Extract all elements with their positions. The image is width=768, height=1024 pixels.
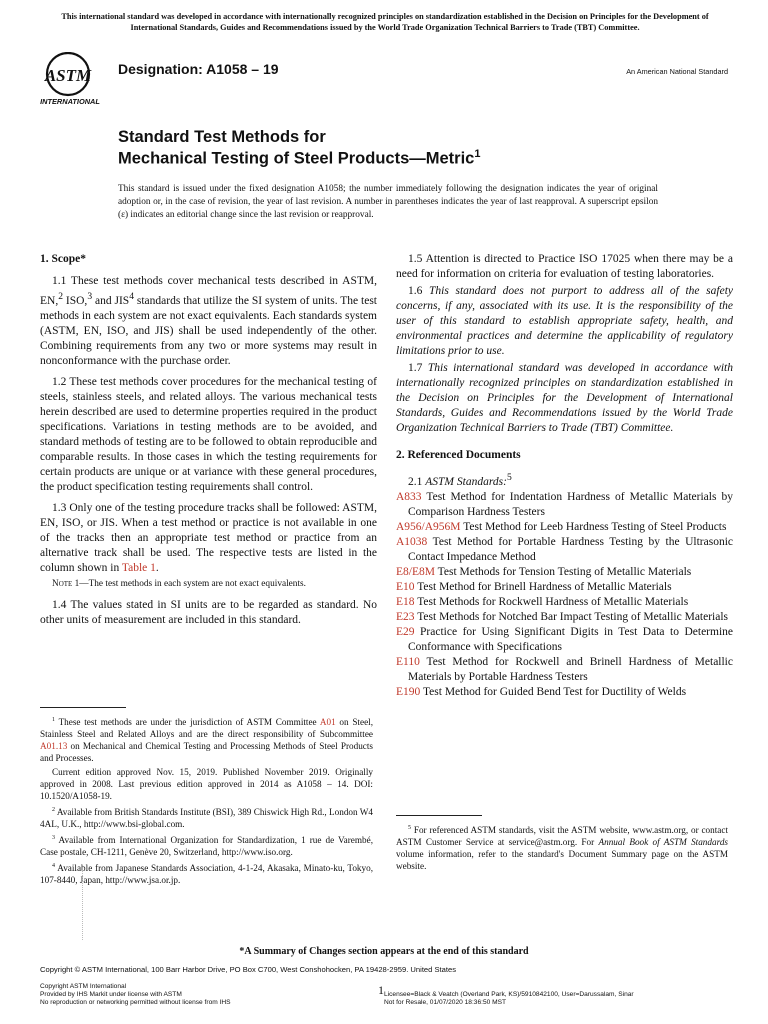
fn3-text: Available from International Organization for Standardization, 1 rue de Varembé, Case postale, CH-1211, Genève 20, Switzerland, http://www.iso.org. <box>40 835 373 858</box>
fn-mark-3: 3 <box>52 835 55 842</box>
reference-item <box>396 655 733 685</box>
footer-license-right <box>384 991 634 1007</box>
reference-title: Test Methods for Tension Testing of Metallic Materials <box>434 565 692 578</box>
issuance-statement: This standard is issued under the fixed designation A1058; the number immediately following the designation indicates the year of original adoption or, in the case of revision, the year of last revision. A number in parentheses indicates the year of last reapproval. A superscript epsilon (ε) indicates an editorial change since the last revision or reapproval. <box>118 184 658 220</box>
reference-item <box>396 610 733 625</box>
reference-title: Test Method for Indentation Hardness of Metallic Materials by Comparison Hardness Testers <box>408 490 733 518</box>
fn-ref-2: 2 <box>58 291 64 302</box>
reference-code-link[interactable]: E29 <box>396 625 415 638</box>
reference-item <box>396 580 733 595</box>
reference-code-link[interactable]: E8/E8M <box>396 565 435 578</box>
title-line-1: Standard Test Methods for <box>118 128 326 146</box>
reference-item <box>396 685 733 700</box>
scope-1-1 <box>40 274 377 369</box>
reference-title: Practice for Using Significant Digits in Test Data to Determine Conformance with Specifications <box>408 625 733 653</box>
scope-1-3-text: 1.3 Only one of the testing procedure tracks shall be followed: ASTM, EN, ISO, or JIS. When a test method or practice is not available in one of the tracks then an appropriate test method or practice from an alternative track shall be used. The respective tests are listed in the column shown in <box>40 501 377 574</box>
scope-1-7 <box>396 361 733 436</box>
footer-left-line-3: No reproduction or networking permitted without license from IHS <box>40 999 231 1006</box>
scope-1-6 <box>396 284 733 359</box>
scope-1-6-num: 1.6 <box>408 285 430 297</box>
reference-code-link[interactable]: E23 <box>396 610 415 623</box>
reference-item <box>396 595 733 610</box>
page-number: 1 <box>378 983 384 997</box>
scope-1-1-c: and JIS <box>92 294 130 307</box>
fn5-text-italic: Annual Book of ASTM Standards <box>598 837 728 848</box>
scope-1-1-d: standards that utilize the SI system of units. The test methods in each system are not exact equivalents. Each standards system (ASTM, EN, ISO, and JIS) shall be used independently of the other. Combining requirements from any two or more systems may result in nonconformance with the purchase order. <box>40 294 377 367</box>
summary-of-changes-note: *A Summary of Changes section appears at the end of this standard <box>239 946 529 957</box>
fn-mark-1: 1 <box>52 717 55 723</box>
reference-title: Test Methods for Rockwell Hardness of Metallic Materials <box>414 595 689 608</box>
footnote-3 <box>40 832 373 858</box>
sub-num: 2.1 <box>408 475 426 488</box>
reference-title: Test Method for Guided Bend Test for Ductility of Welds <box>420 685 687 698</box>
title-line-2 <box>118 148 480 169</box>
reference-list <box>396 490 733 700</box>
fn2-text: Available from British Standards Institute (BSI), 389 Chiswick High Rd., London W4 4AL, U.K., http://www.bsi-global.com. <box>40 807 374 830</box>
fn5-text-b: volume information, refer to the standard's Document Summary page on the ASTM website. <box>396 849 728 872</box>
fn-mark-5: 5 <box>408 825 411 831</box>
reference-item <box>396 520 733 535</box>
footnote-4 <box>40 860 373 886</box>
footer-right-line-1: Licensee=Black & Veatch (Overland Park, KS)/5910842100, User=Darussalam, Sinar <box>384 991 634 998</box>
reference-code-link[interactable]: E10 <box>396 580 415 593</box>
footnote-2 <box>40 804 373 830</box>
scope-1-4: 1.4 The values stated in SI units are to be regarded as standard. No other units of measurement are included in this standard. <box>40 598 377 626</box>
footnote-edition: Current edition approved Nov. 15, 2019. Published November 2019. Originally approved in 2008. Last previous edition approved in 2014 as A1058 – 14. DOI: 10.1520/A1058-19. <box>40 767 373 802</box>
title-main: Mechanical Testing of Steel Products—Metric <box>118 149 475 168</box>
reference-title: Test Method for Brinell Hardness of Metallic Materials <box>414 580 672 593</box>
footnote-5 <box>396 822 728 872</box>
fn-ref-3: 3 <box>87 291 93 302</box>
footer-left-line-2: Provided by IHS Markit under license with ASTM <box>40 991 182 998</box>
scope-1-3 <box>40 501 377 576</box>
fn4-text: Available from Japanese Standards Association, 4-1-24, Akasaka, Minato-ku, Tokyo, 107-8440, Japan, http://www.jsa.or.jp. <box>40 863 373 886</box>
fn1-text-b: on Steel, Stainless Steel and Related Alloys and are the direct responsibility of Subcommittee <box>40 717 373 740</box>
copyright-line: Copyright © ASTM International, 100 Barr Harbor Drive, PO Box C700, West Conshohocken, PA 19428-2959. United States <box>40 965 457 974</box>
committee-a01-link[interactable]: A01 <box>319 717 336 728</box>
note-text: 1—The test methods in each system are not exact equivalents. <box>72 578 306 589</box>
margin-dots <box>82 870 85 940</box>
american-national-standard: An American National Standard <box>626 67 728 76</box>
referenced-heading: 2. Referenced Documents <box>396 449 521 461</box>
note-label: Note <box>52 578 73 589</box>
title-footnote-ref: 1 <box>474 148 481 160</box>
reference-code-link[interactable]: E18 <box>396 595 415 608</box>
left-column <box>40 252 377 634</box>
scope-heading: 1. Scope* <box>40 253 86 265</box>
reference-code-link[interactable]: E110 <box>396 655 420 668</box>
logo-subtext: INTERNATIONAL <box>40 97 100 106</box>
astm-standards-subheading <box>396 470 733 490</box>
reference-code-link[interactable]: E190 <box>396 685 421 698</box>
reference-title: Test Method for Rockwell and Brinell Hardness of Metallic Materials by Portable Hardness Testers <box>408 655 733 683</box>
footnote-rule-right <box>396 815 482 816</box>
fn-mark-2: 2 <box>52 807 55 814</box>
reference-item <box>396 565 733 580</box>
fn1-text-c: on Mechanical and Chemical Testing and Processing Methods of Steel Products and Processes. <box>40 741 373 764</box>
scope-1-2: 1.2 These test methods cover procedures for the mechanical testing of steels, stainless steels, and related alloys. The various mechanical tests herein described are used to determine properties required in the product specifications. Variations in testing methods are to be avoided, and standard methods of testing are to be followed to obtain reproducible and comparable results. In those cases in which the testing requirements for certain products are unique or at variance with these general procedures, the product specification testing requirements shall control. <box>40 375 377 493</box>
designation: Designation: A1058 – 19 <box>118 61 279 77</box>
footer-right-line-2: Not for Resale, 01/07/2020 18:36:50 MST <box>384 999 507 1006</box>
astm-logo-icon <box>40 52 110 106</box>
scope-1-7-text: This international standard was developed in accordance with internationally recognized principles on standardization established in the Decision on Principles for the Development of International Standards, Guides and Recommendations issued by the World Trade Organization Technical Barriers to Trade (TBT) Committee. <box>396 362 734 434</box>
fn-mark-4: 4 <box>52 863 55 870</box>
reference-item <box>396 490 733 520</box>
footnotes-right <box>396 822 728 874</box>
reference-code-link[interactable]: A1038 <box>396 535 428 548</box>
scope-1-7-num: 1.7 <box>408 362 428 374</box>
reference-code-link[interactable]: A833 <box>396 490 422 503</box>
scope-1-3-end: . <box>155 561 159 574</box>
reference-title: Test Method for Portable Hardness Testing by the Ultrasonic Contact Impedance Method <box>408 535 733 563</box>
reference-title: Test Methods for Notched Bar Impact Testing of Metallic Materials <box>414 610 729 623</box>
reference-code-link[interactable]: A956/A956M <box>396 520 461 533</box>
reference-item <box>396 535 733 565</box>
footnotes-left <box>40 714 373 888</box>
note-1 <box>40 577 377 592</box>
scope-1-6-text: This standard does not purport to address all of the safety concerns, if any, associated with its use. It is the responsibility of the user of this standard to establish appropriate safety, health, and environmental practices and determine the applicability of regulatory limitations prior to use. <box>396 285 733 357</box>
logo-text: ASTM <box>44 66 92 85</box>
subcommittee-a01-13-link[interactable]: A01.13 <box>40 741 68 752</box>
reference-item <box>396 625 733 655</box>
wto-notice: This international standard was developed in accordance with internationally recognized principles on standardization established in the Decision on Principles for the Development of International Standards, Guides and Recommendations issued by the World Trade Organization Technical Barriers to Trade (TBT) Committee. <box>61 12 709 32</box>
footer-left-line-1: Copyright ASTM International <box>40 983 127 990</box>
right-column <box>396 252 733 700</box>
fn1-text-a: These test methods are under the jurisdiction of ASTM Committee <box>58 717 320 728</box>
reference-title: Test Method for Leeb Hardness Testing of Steel Products <box>460 520 727 533</box>
footer-license-left <box>40 983 231 1007</box>
footnote-rule-left <box>40 707 126 708</box>
fn-ref-5: 5 <box>506 472 512 483</box>
scope-1-1-b: ISO, <box>63 294 88 307</box>
footnote-1 <box>40 714 373 764</box>
scope-1-1-a: 1.1 These test methods cover mechanical tests described in ASTM, EN, <box>40 275 377 307</box>
fn5-text-a: For referenced ASTM standards, visit the ASTM website, www.astm.org, or contact ASTM Customer Service at service@astm.org. For <box>396 825 728 848</box>
table-1-link[interactable]: Table 1 <box>121 561 156 574</box>
scope-1-5: 1.5 Attention is directed to Practice ISO 17025 when there may be a need for information on criteria for evaluation of testing laboratories. <box>396 253 733 280</box>
fn-ref-4: 4 <box>129 291 134 302</box>
sub-text: ASTM Standards: <box>425 475 507 488</box>
